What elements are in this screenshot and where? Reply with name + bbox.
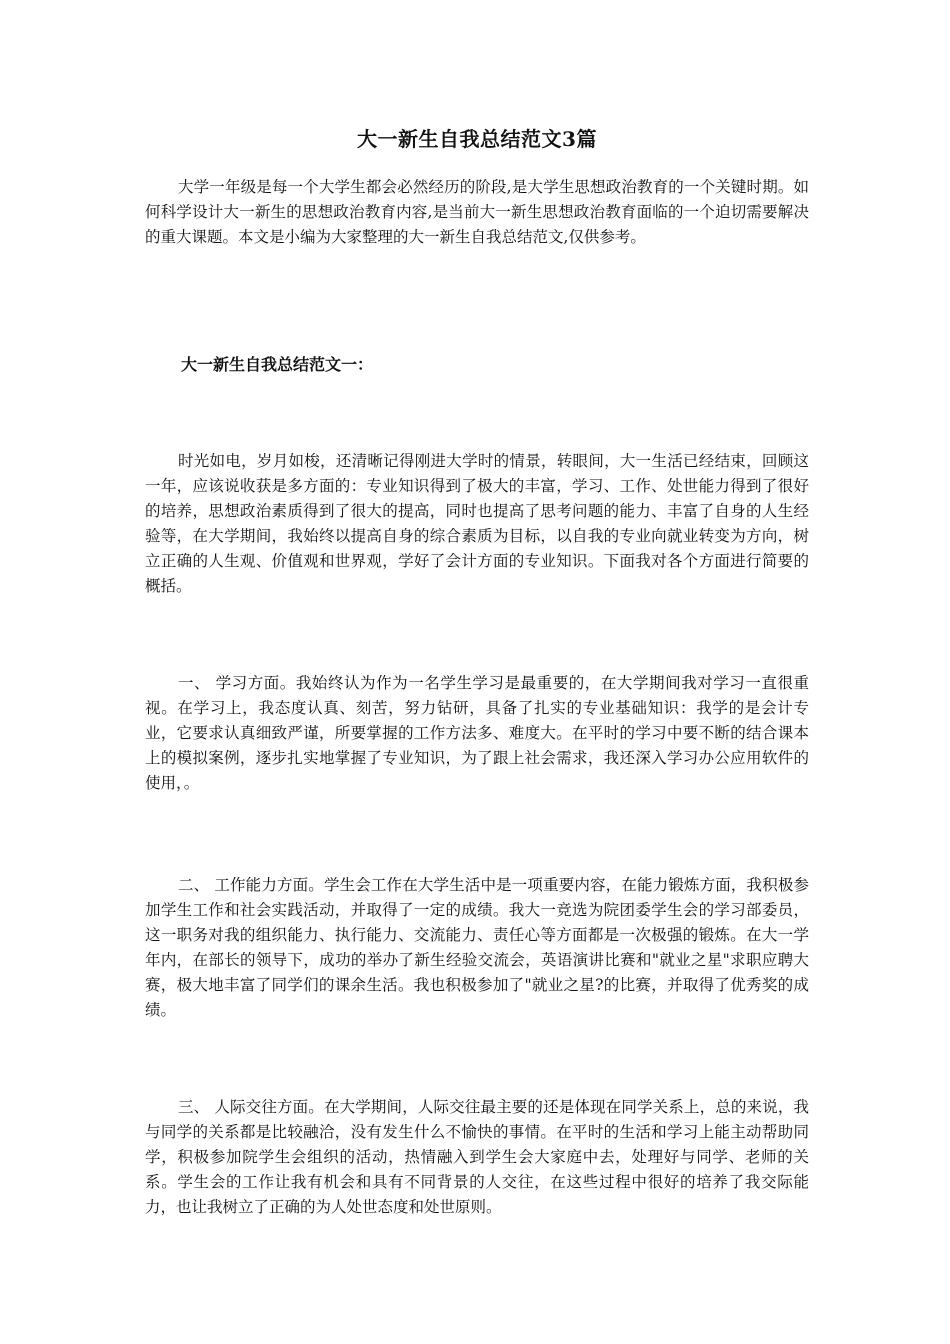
intro-paragraph: 大学一年级是每一个大学生都会必然经历的阶段,是大学生思想政治教育的一个关键时期。如何科学设计大一新生的思想政治教育内容,是当前大一新生思想政治教育面临的一个迫切需要解决的重大课题。本文是小编为大家整理的大一新生自我总结范文,仅供参考。: [145, 178, 809, 246]
document-title: 大一新生自我总结范文3篇: [357, 127, 597, 151]
social-paragraph: 三、 人际交往方面。在大学期间，人际交往最主要的还是体现在同学关系上，总的来说，我与同学的关系都是比较融洽，没有发生什么不愉快的事情。在平时的生活和学习上能主动帮助同学，积极参加院学生会组织的活动，热情融入到学生会大家庭中去，处理好与同学、老师的关系。学生会的工作让我有机会和具有不同背景的人交往，在这些过程中很好的培养了我交际能力，也让我树立了正确的为人处世态度和处世原则。: [145, 1098, 809, 1216]
study-paragraph: 一、 学习方面。我始终认为作为一名学生学习是最重要的，在大学期间我对学习一直很重视。在学习上，我态度认真、刻苦，努力钻研，具备了扎实的专业基础知识：我学的是会计专业，它要求认真细致严谨，所要掌握的工作方法多、难度大。在平时的学习中要不断的结合课本上的模拟案例，逐步扎实地掌握了专业知识，为了跟上社会需求，我还深入学习办公应用软件的使用，。: [145, 674, 809, 792]
section-paragraph: 时光如电，岁月如梭，还清晰记得刚进大学时的情景，转眼间，大一生活已经结束，回顾这一年，应该说收获是多方面的：专业知识得到了极大的丰富，学习、工作、处世能力得到了很好的培养，思想政治素质得到了很大的提高，同时也提高了思考问题的能力、丰富了自身的人生经验等，在大学期间，我始终以提高自身的综合素质为目标，以自我的专业向就业转变为方向，树立正确的人生观、价值观和世界观，学好了会计方面的专业知识。下面我对各个方面进行简要的概括。: [145, 452, 809, 595]
section-heading: 大一新生自我总结范文一：: [181, 355, 374, 374]
work-paragraph: 二、 工作能力方面。学生会工作在大学生活中是一项重要内容，在能力锻炼方面，我积极参加学生工作和社会实践活动，并取得了一定的成绩。我大一竞选为院团委学生会的学习部委员，这一职务对我的组织能力、执行能力、交流能力、责任心等方面都是一次极强的锻炼。在大一学年内，在部长的领导下，成功的举办了新生经验交流会，英语演讲比赛和"就业之星"求职应聘大赛，极大地丰富了同学们的课余生活。我也积极参加了"就业之星?的比赛，并取得了优秀奖的成绩。: [145, 876, 809, 1019]
